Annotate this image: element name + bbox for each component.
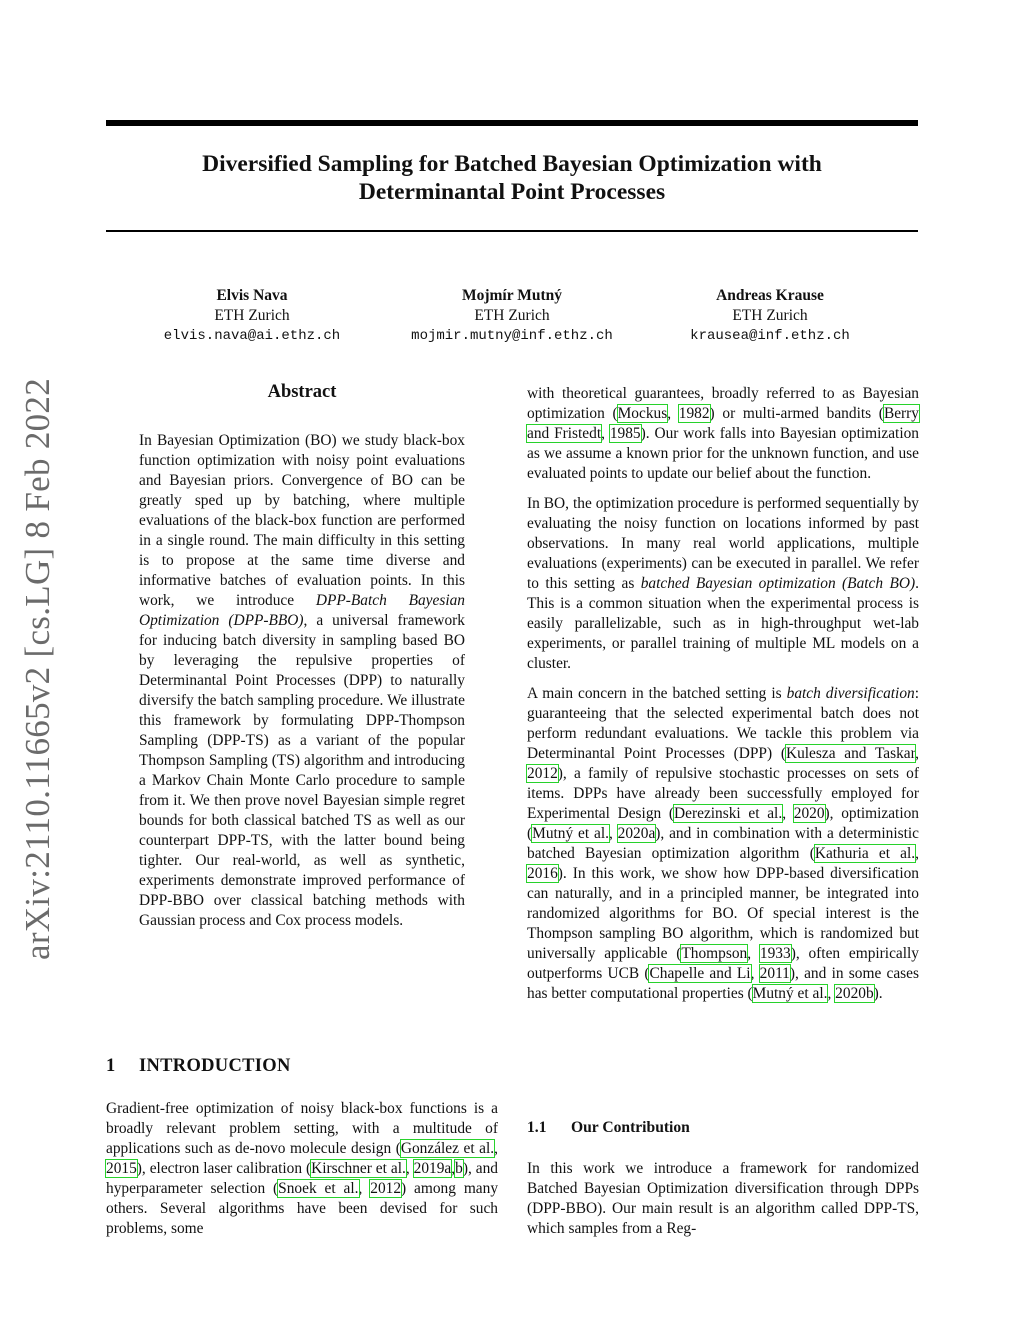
text-run: ), optimization (	[527, 805, 920, 842]
citation-year-link[interactable]: 2016	[527, 865, 558, 882]
text-run: ), and hyperparameter selection (	[106, 1160, 498, 1197]
citation-year-link[interactable]: 2012	[527, 765, 558, 782]
citation-year-link[interactable]: 1933	[759, 945, 791, 962]
citation-link[interactable]: Snoek et al.	[278, 1180, 359, 1197]
author-affiliation: ETH Zurich	[214, 307, 290, 324]
citation-link[interactable]: Berry and Fristedt	[527, 405, 919, 442]
paper-title	[106, 150, 918, 206]
emphasis: batched Bayesian optimization (Batch BO)	[640, 575, 916, 592]
author-email[interactable]: mojmir.mutny@inf.ethz.ch	[411, 328, 613, 344]
abstract-emphasis: DPP-Batch Bayesian Optimization (DPP-BBO)	[139, 592, 465, 629]
citation-year-link[interactable]: 2011	[759, 965, 790, 982]
text-run: ), and in combination with a deterministic batched Bayesian optimization algorithm (	[527, 825, 920, 862]
author-name: Elvis Nava	[216, 287, 288, 304]
citation-year-link[interactable]: 2020b	[835, 985, 874, 1002]
author-email[interactable]: krausea@inf.ethz.ch	[690, 328, 850, 344]
paragraph-3	[527, 684, 919, 1004]
text-run: ), electron laser calibration (	[136, 1160, 312, 1177]
text-run: . This is a common situation when the experimental process is easily parallelizable, such as in high-throughput wet-lab experiments, or parallel training of multiple ML models on a cluster.	[527, 575, 919, 672]
text-run: ,	[494, 1140, 498, 1157]
text-run: ). Our work falls into Bayesian optimization as we assume a known prior for the unknown function, and use evaluated points to update our belief about the function.	[527, 425, 919, 482]
text-run: : guaranteeing that the selected experimental batch does not perform redundant evaluations. We tackle this problem via Determinantal Point Processes (DPP) (	[527, 685, 920, 762]
paragraph-1	[527, 384, 919, 484]
author-affiliation: ETH Zurich	[474, 307, 550, 324]
text-run: ) or multi-armed bandits (	[709, 405, 884, 422]
title-rule-top	[106, 120, 918, 126]
author-block-2	[382, 286, 642, 346]
citation-year-link[interactable]: 2020a	[617, 825, 656, 842]
text-run: ). In this work, we show how DPP-based diversification can naturally, and in a principled manner, be integrated into randomized algorithms for BO. Of special interest is the Thompson sampling BO algorithm, which is randomized but universally applicable (	[527, 865, 919, 962]
citation-link[interactable]: Chapelle and Li	[649, 965, 751, 982]
abstract-text	[139, 431, 465, 931]
citation-year-link[interactable]: 1985	[609, 425, 641, 442]
paragraph-2	[527, 494, 919, 674]
text-run: ), often empirically outperforms UCB (	[527, 945, 919, 982]
author-name: Andreas Krause	[716, 287, 824, 304]
right-column	[527, 384, 919, 1014]
text-run: ,	[451, 1160, 456, 1177]
text-run: ,	[915, 745, 920, 762]
citation-link[interactable]: Mockus	[617, 405, 668, 422]
citation-year-link[interactable]: 2019a	[413, 1160, 452, 1177]
section-number: 1	[106, 1056, 116, 1076]
citation-year-link[interactable]: 1982	[678, 405, 710, 422]
text-run: ,	[915, 845, 919, 862]
citation-link[interactable]: Derezinski et al.	[674, 805, 783, 822]
text-run: ) among many others. Several algorithms have been devised for such problems, some	[106, 1180, 499, 1237]
author-name: Mojmír Mutný	[461, 287, 563, 304]
title-line-2: Determinantal Point Processes	[358, 179, 666, 205]
text-run: with theoretical guarantees, broadly referred to as Bayesian optimization (	[527, 385, 919, 422]
arxiv-identifier: arXiv:2110.11665v2 [cs.LG] 8 Feb 2022	[18, 377, 57, 960]
text-run: A main concern in the batched setting is	[527, 685, 787, 702]
citation-link[interactable]: Kulesza and Taskar	[785, 745, 916, 762]
subsection-number: 1.1	[527, 1119, 547, 1136]
title-line-1: Diversified Sampling for Batched Bayesian Optimization with	[202, 151, 822, 177]
text-run: ,	[358, 1180, 371, 1197]
subsection-heading-contribution	[527, 1119, 690, 1137]
citation-year-link[interactable]: b	[455, 1160, 463, 1177]
text-run: ).	[873, 985, 883, 1002]
section-title: INTRODUCTION	[139, 1056, 291, 1076]
abstract-part-1: In Bayesian Optimization (BO) we study black-box function optimization with noisy point evaluations and Bayesian priors. Convergence of BO can be greatly sped up by batching, where multiple evaluations of the black-box function are performed in a single round. The main difficulty in this setting is to propose at the same time diverse and informative batches of evaluation points. In this work, we introduce	[139, 432, 465, 609]
citation-link[interactable]: González et al.	[400, 1140, 495, 1157]
text-run: ,	[747, 945, 760, 962]
author-block-3	[640, 286, 900, 346]
subsection-title: Our Contribution	[571, 1119, 690, 1136]
contribution-text: In this work we introduce a framework for randomized Batched Bayesian Optimization diversification through DPPs (DPP-BBO). Our main result is an algorithm called DPP-TS, which samples from a Reg-	[527, 1160, 919, 1237]
text-run: Gradient-free optimization of noisy black-box functions is a broadly relevant problem setting, with a multitude of applications such as de-novo molecule design (	[106, 1100, 498, 1157]
emphasis: batch diversification	[786, 685, 915, 702]
title-rule-bottom	[106, 230, 918, 232]
author-block-1	[122, 286, 382, 346]
author-affiliation: ETH Zurich	[732, 307, 808, 324]
citation-link[interactable]: Kirschner et al.	[311, 1160, 406, 1177]
text-run: ,	[608, 825, 618, 842]
citation-link[interactable]: Kathuria et al.	[814, 845, 916, 862]
citation-link[interactable]: Thompson	[681, 945, 748, 962]
section-heading-introduction	[106, 1056, 291, 1077]
citation-year-link[interactable]: 2020	[793, 805, 825, 822]
text-run: In BO, the optimization procedure is performed sequentially by evaluating the noisy function on locations informed by past observations. In many real world applications, multiple evaluations (experiments) can be executed in parallel. We refer to this setting as	[527, 495, 919, 592]
citation-link[interactable]: Mutný et al.	[752, 985, 828, 1002]
text-run: ,	[827, 985, 836, 1002]
text-run: ,	[782, 805, 794, 822]
text-run: ), a family of repulsive stochastic processes on sets of items. DPPs have already been successfully employed for Experimental Design (	[527, 765, 919, 822]
abstract-heading: Abstract	[267, 382, 337, 402]
text-run: ,	[601, 425, 610, 442]
author-email[interactable]: elvis.nava@ai.ethz.ch	[163, 328, 341, 344]
text-run: ,	[405, 1160, 414, 1177]
text-run: ,	[750, 965, 760, 982]
abstract-part-2: , a universal framework for inducing batch diversity in sampling based BO by leveraging the repulsive properties of Determinantal Point Processes (DPP) to naturally diversify the batch sampling procedure. We illustrate this framework by formulating DPP-Thompson Sampling (DPP-TS) as a variant of the popular Thompson Sampling (TS) algorithm and introducing a Markov Chain Monte Carlo procedure to sample from it. We then prove novel Bayesian simple regret bounds for both classical batched TS as well as our counterpart DPP-TS, with the latter bound being tighter. Our real-world, as well as synthetic, experiments demonstrate improved performance of DPP-BBO over classical batching methods with Gaussian process and Cox process models.	[139, 612, 466, 929]
text-run: ,	[667, 405, 679, 422]
citation-link[interactable]: Mutný et al.	[532, 825, 609, 842]
introduction-text	[106, 1099, 498, 1239]
citation-year-link[interactable]: 2015	[106, 1160, 137, 1177]
citation-year-link[interactable]: 2012	[370, 1180, 402, 1197]
text-run: ), and in some cases has better computational properties (	[527, 965, 919, 1002]
